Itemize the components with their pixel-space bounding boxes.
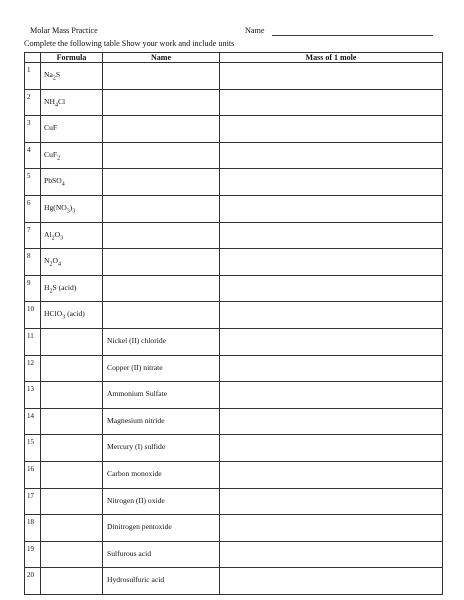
name-cell <box>103 142 220 169</box>
name-cell <box>103 488 220 515</box>
name-cell <box>103 355 220 382</box>
table-row <box>25 435 443 462</box>
table-body <box>25 63 443 595</box>
row-number-cell <box>25 435 41 462</box>
formula-cell <box>41 302 103 329</box>
mass-cell <box>220 116 443 143</box>
table-row <box>25 355 443 382</box>
mass-cell <box>220 302 443 329</box>
mass-cell <box>220 541 443 568</box>
name-label: Name <box>245 26 265 35</box>
formula-cell <box>41 408 103 435</box>
name-cell <box>103 461 220 488</box>
row-number-cell <box>25 515 41 542</box>
mass-cell <box>220 63 443 90</box>
formula-text: PbSO$_4$ <box>44 176 65 188</box>
row-number-cell <box>25 142 41 169</box>
formula-cell <box>41 89 103 116</box>
name-text <box>103 302 219 309</box>
row-number-text: 9 <box>27 278 31 287</box>
molar-mass-table <box>24 52 443 595</box>
mass-cell <box>220 328 443 355</box>
mass-cell <box>220 249 443 276</box>
formula-cell <box>41 435 103 462</box>
name-text: Copper (II) nitrate <box>107 362 163 372</box>
name-cell <box>103 302 220 329</box>
mass-cell <box>220 408 443 435</box>
mass-cell <box>220 461 443 488</box>
row-number-text: 20 <box>27 571 34 580</box>
row-number-text: 18 <box>27 518 34 527</box>
name-cell <box>103 435 220 462</box>
row-number-text: 8 <box>27 252 31 261</box>
table-row <box>25 169 443 196</box>
row-number-cell <box>25 89 41 116</box>
mass-text <box>220 515 442 522</box>
row-number-text: 2 <box>27 92 31 101</box>
mass-cell <box>220 435 443 462</box>
mass-text <box>220 143 442 150</box>
row-number-cell <box>25 249 41 276</box>
formula-cell <box>41 249 103 276</box>
formula-text: $N_2O_4$ <box>44 256 61 268</box>
table-row <box>25 302 443 329</box>
mass-text <box>220 196 442 203</box>
name-text: Nitrogen (II) oxide <box>107 495 165 505</box>
formula-cell <box>41 461 103 488</box>
formula-text <box>41 462 102 469</box>
row-number-cell <box>25 488 41 515</box>
row-number-text: 1 <box>27 66 31 74</box>
row-number-cell <box>25 568 41 595</box>
formula-text: CuF$_2$ <box>44 149 61 162</box>
mass-text <box>220 63 442 70</box>
name-cell <box>103 222 220 249</box>
mass-text <box>220 356 442 363</box>
table-header-row <box>25 53 443 63</box>
table-row <box>25 142 443 169</box>
row-number-cell <box>25 355 41 382</box>
formula-text <box>41 515 102 522</box>
name-text: Nickel (II) chloride <box>107 335 167 345</box>
name-cell <box>103 408 220 435</box>
table-row <box>25 116 443 143</box>
mass-text <box>220 249 442 256</box>
mass-text <box>220 276 442 283</box>
formula-text <box>41 489 102 496</box>
name-cell <box>103 89 220 116</box>
row-number-header <box>25 53 41 63</box>
table-row <box>25 515 443 542</box>
mass-text <box>220 169 442 176</box>
formula-cell <box>41 142 103 169</box>
table-row <box>25 488 443 515</box>
name-cell <box>103 568 220 595</box>
row-number-cell <box>25 222 41 249</box>
name-text: Ammonium Sulfate <box>107 389 168 399</box>
row-number-cell <box>25 116 41 143</box>
name-text: Sulfurous acid <box>107 548 152 558</box>
formula-text <box>41 542 102 549</box>
name-text: Mercury (I) sulfide <box>107 442 166 452</box>
formula-text: $H_2S$ (acid) <box>44 282 77 295</box>
mass-text <box>220 409 442 416</box>
mass-cell <box>220 169 443 196</box>
mass-text <box>220 489 442 496</box>
name-blank-line <box>272 35 433 36</box>
formula-cell <box>41 541 103 568</box>
mass-text <box>220 302 442 309</box>
formula-cell <box>41 488 103 515</box>
name-cell <box>103 275 220 302</box>
formula-column-header: Formula <box>41 53 103 63</box>
mass-cell <box>220 89 443 116</box>
table-row <box>25 222 443 249</box>
mass-text <box>220 568 442 575</box>
mass-cell <box>220 355 443 382</box>
table-row <box>25 568 443 595</box>
formula-cell <box>41 355 103 382</box>
name-cell <box>103 169 220 196</box>
mass-text <box>220 329 442 336</box>
name-cell <box>103 63 220 90</box>
row-number-text: 13 <box>27 385 34 394</box>
row-number-text: 14 <box>27 411 34 420</box>
name-text <box>103 249 219 256</box>
formula-cell <box>41 328 103 355</box>
row-number-text: 3 <box>27 119 31 128</box>
formula-cell <box>41 222 103 249</box>
row-number-cell <box>25 461 41 488</box>
name-text <box>103 196 219 203</box>
mass-cell <box>220 142 443 169</box>
table-row <box>25 249 443 276</box>
row-number-cell <box>25 382 41 409</box>
formula-cell <box>41 63 103 90</box>
mass-column-header: Mass of 1 mole <box>220 53 443 63</box>
table-row <box>25 408 443 435</box>
mass-cell <box>220 488 443 515</box>
formula-cell <box>41 169 103 196</box>
name-cell <box>103 195 220 222</box>
name-text: Magnesium nitride <box>107 415 165 425</box>
formula-cell <box>41 275 103 302</box>
row-number-text: 12 <box>27 358 34 367</box>
mass-text <box>220 90 442 97</box>
formula-text <box>41 409 102 416</box>
row-number-text: 5 <box>27 172 31 181</box>
row-number-text: 11 <box>27 331 34 340</box>
row-number-text: 15 <box>27 438 34 447</box>
mass-text <box>220 435 442 442</box>
instructions-text: Complete the following table Show your work and include units <box>24 39 235 48</box>
row-number-text: 7 <box>27 225 31 234</box>
name-cell <box>103 382 220 409</box>
table-row <box>25 382 443 409</box>
formula-cell <box>41 568 103 595</box>
formula-cell <box>41 515 103 542</box>
formula-cell <box>41 382 103 409</box>
mass-cell <box>220 195 443 222</box>
name-text: Dinitrogen pentoxide <box>107 522 172 532</box>
worksheet-title: Molar Mass Practice <box>30 26 98 35</box>
mass-text <box>220 462 442 469</box>
row-number-text: 16 <box>27 464 34 473</box>
name-text: Hydrosulfuric acid <box>107 575 165 585</box>
mass-cell <box>220 382 443 409</box>
row-number-cell <box>25 169 41 196</box>
formula-text <box>41 568 102 575</box>
row-number-cell <box>25 541 41 568</box>
row-number-text: 4 <box>27 145 31 154</box>
table-row <box>25 328 443 355</box>
row-number-text: 19 <box>27 544 34 553</box>
row-number-cell <box>25 302 41 329</box>
formula-cell <box>41 116 103 143</box>
formula-text: $Al_2O_3$ <box>44 229 64 242</box>
formula-text: HClO$_3$ (acid) <box>44 309 85 321</box>
formula-text: $NH_4Cl$ <box>44 96 66 109</box>
mass-cell <box>220 275 443 302</box>
formula-text: $Na_2S$ <box>44 70 61 82</box>
table-row <box>25 461 443 488</box>
name-cell <box>103 328 220 355</box>
mass-cell <box>220 568 443 595</box>
formula-text <box>41 382 102 389</box>
mass-text <box>220 382 442 389</box>
name-text <box>103 223 219 230</box>
row-number-cell <box>25 275 41 302</box>
formula-text <box>41 356 102 363</box>
row-number-cell <box>25 63 41 90</box>
name-cell <box>103 541 220 568</box>
row-number-cell <box>25 408 41 435</box>
formula-text: $Hg(NO_3)_3$ <box>44 202 76 215</box>
table-row <box>25 541 443 568</box>
name-cell <box>103 515 220 542</box>
name-text <box>103 169 219 176</box>
table-row <box>25 195 443 222</box>
mass-cell <box>220 515 443 542</box>
name-text <box>103 116 219 123</box>
table-row <box>25 63 443 90</box>
name-text <box>103 63 219 70</box>
name-text <box>103 276 219 283</box>
mass-text <box>220 542 442 549</box>
name-cell <box>103 249 220 276</box>
formula-text <box>41 435 102 442</box>
formula-cell <box>41 195 103 222</box>
row-number-cell <box>25 328 41 355</box>
row-number-text: 6 <box>27 198 31 207</box>
name-text: Carbon monoxide <box>107 468 162 478</box>
mass-text <box>220 223 442 230</box>
formula-text: CuF <box>44 123 58 133</box>
name-cell <box>103 116 220 143</box>
table-row <box>25 275 443 302</box>
name-text <box>103 143 219 150</box>
formula-text <box>41 329 102 336</box>
name-column-header: Name <box>103 53 220 63</box>
name-text <box>103 90 219 97</box>
mass-text <box>220 116 442 123</box>
mass-cell <box>220 222 443 249</box>
table-row <box>25 89 443 116</box>
row-number-text: 17 <box>27 491 34 500</box>
row-number-text: 10 <box>27 305 34 314</box>
row-number-cell <box>25 195 41 222</box>
